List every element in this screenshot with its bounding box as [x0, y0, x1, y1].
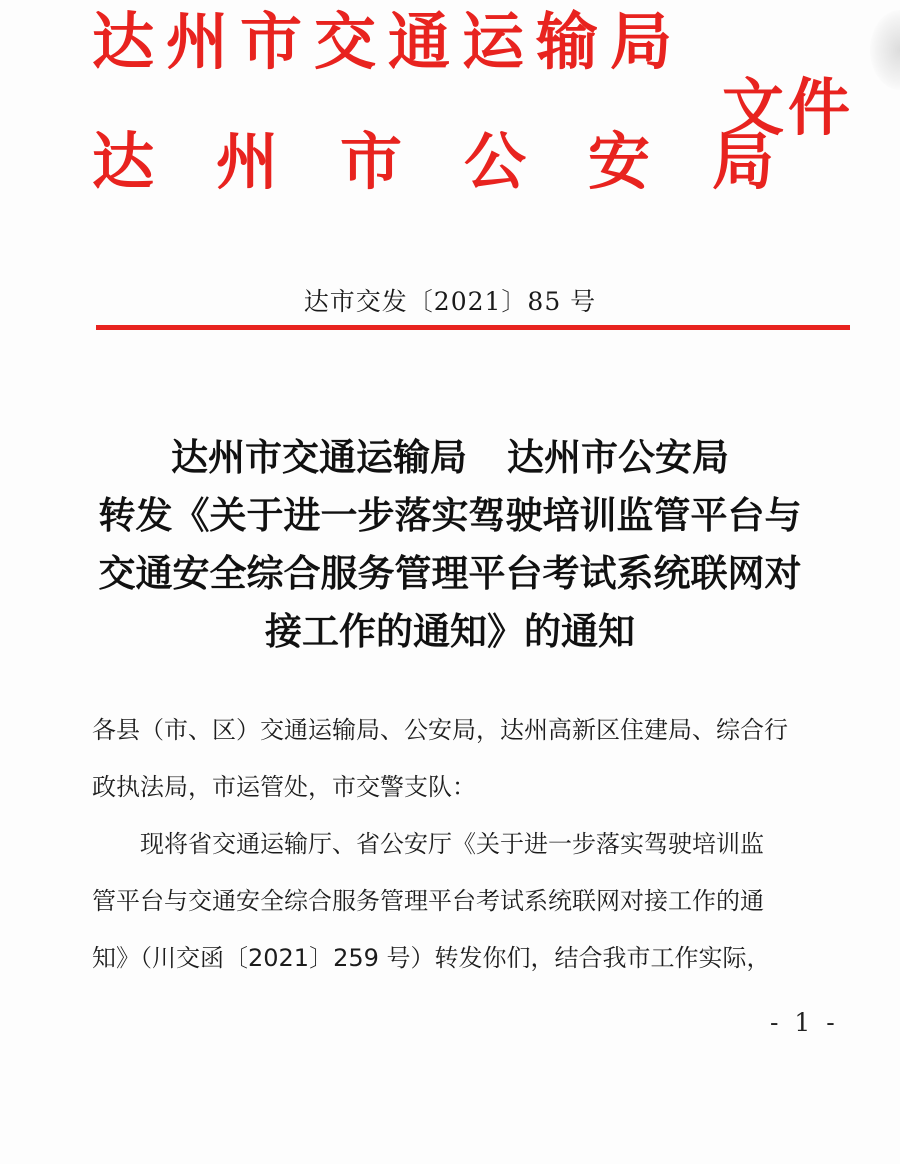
title-line-1 [0, 428, 900, 486]
addressee-line-1: 各县（市、区）交通运输局、公安局，达州高新区住建局、综合行 [92, 716, 788, 744]
document-title [0, 428, 900, 660]
issuer-suffix: 文件 [722, 71, 855, 144]
title-issuer-2: 达州市公安局 [507, 435, 729, 479]
addressee-line-2: 政执法局，市运管处，市交警支队： [92, 773, 476, 801]
document-body [92, 702, 872, 987]
title-line-3: 交通安全综合服务管理平台考试系统联网对 [98, 551, 802, 595]
document-number: 达市交发〔2021〕85 号 [303, 287, 597, 316]
issuer-line-2: 达州市公安局 [92, 125, 837, 198]
title-issuer-1: 达州市交通运输局 [171, 435, 467, 479]
body-paragraph-line-2: 管平台与交通安全综合服务管理平台考试系统联网对接工作的通 [92, 887, 764, 915]
title-line-4: 接工作的通知》的通知 [265, 609, 635, 653]
page-curl-shadow [870, 10, 900, 90]
title-line-2: 转发《关于进一步落实驾驶培训监管平台与 [98, 493, 802, 537]
red-header-rule [96, 325, 850, 330]
body-paragraph-line-3: 知》（川交函〔2021〕259 号）转发你们，结合我市工作实际， [92, 944, 771, 972]
body-paragraph-line-1: 现将省交通运输厅、省公安厅《关于进一步落实驾驶培训监 [140, 830, 764, 858]
issuer-line-1: 达州市交通运输局 [92, 5, 685, 78]
page-number: - 1 - [770, 1008, 839, 1037]
